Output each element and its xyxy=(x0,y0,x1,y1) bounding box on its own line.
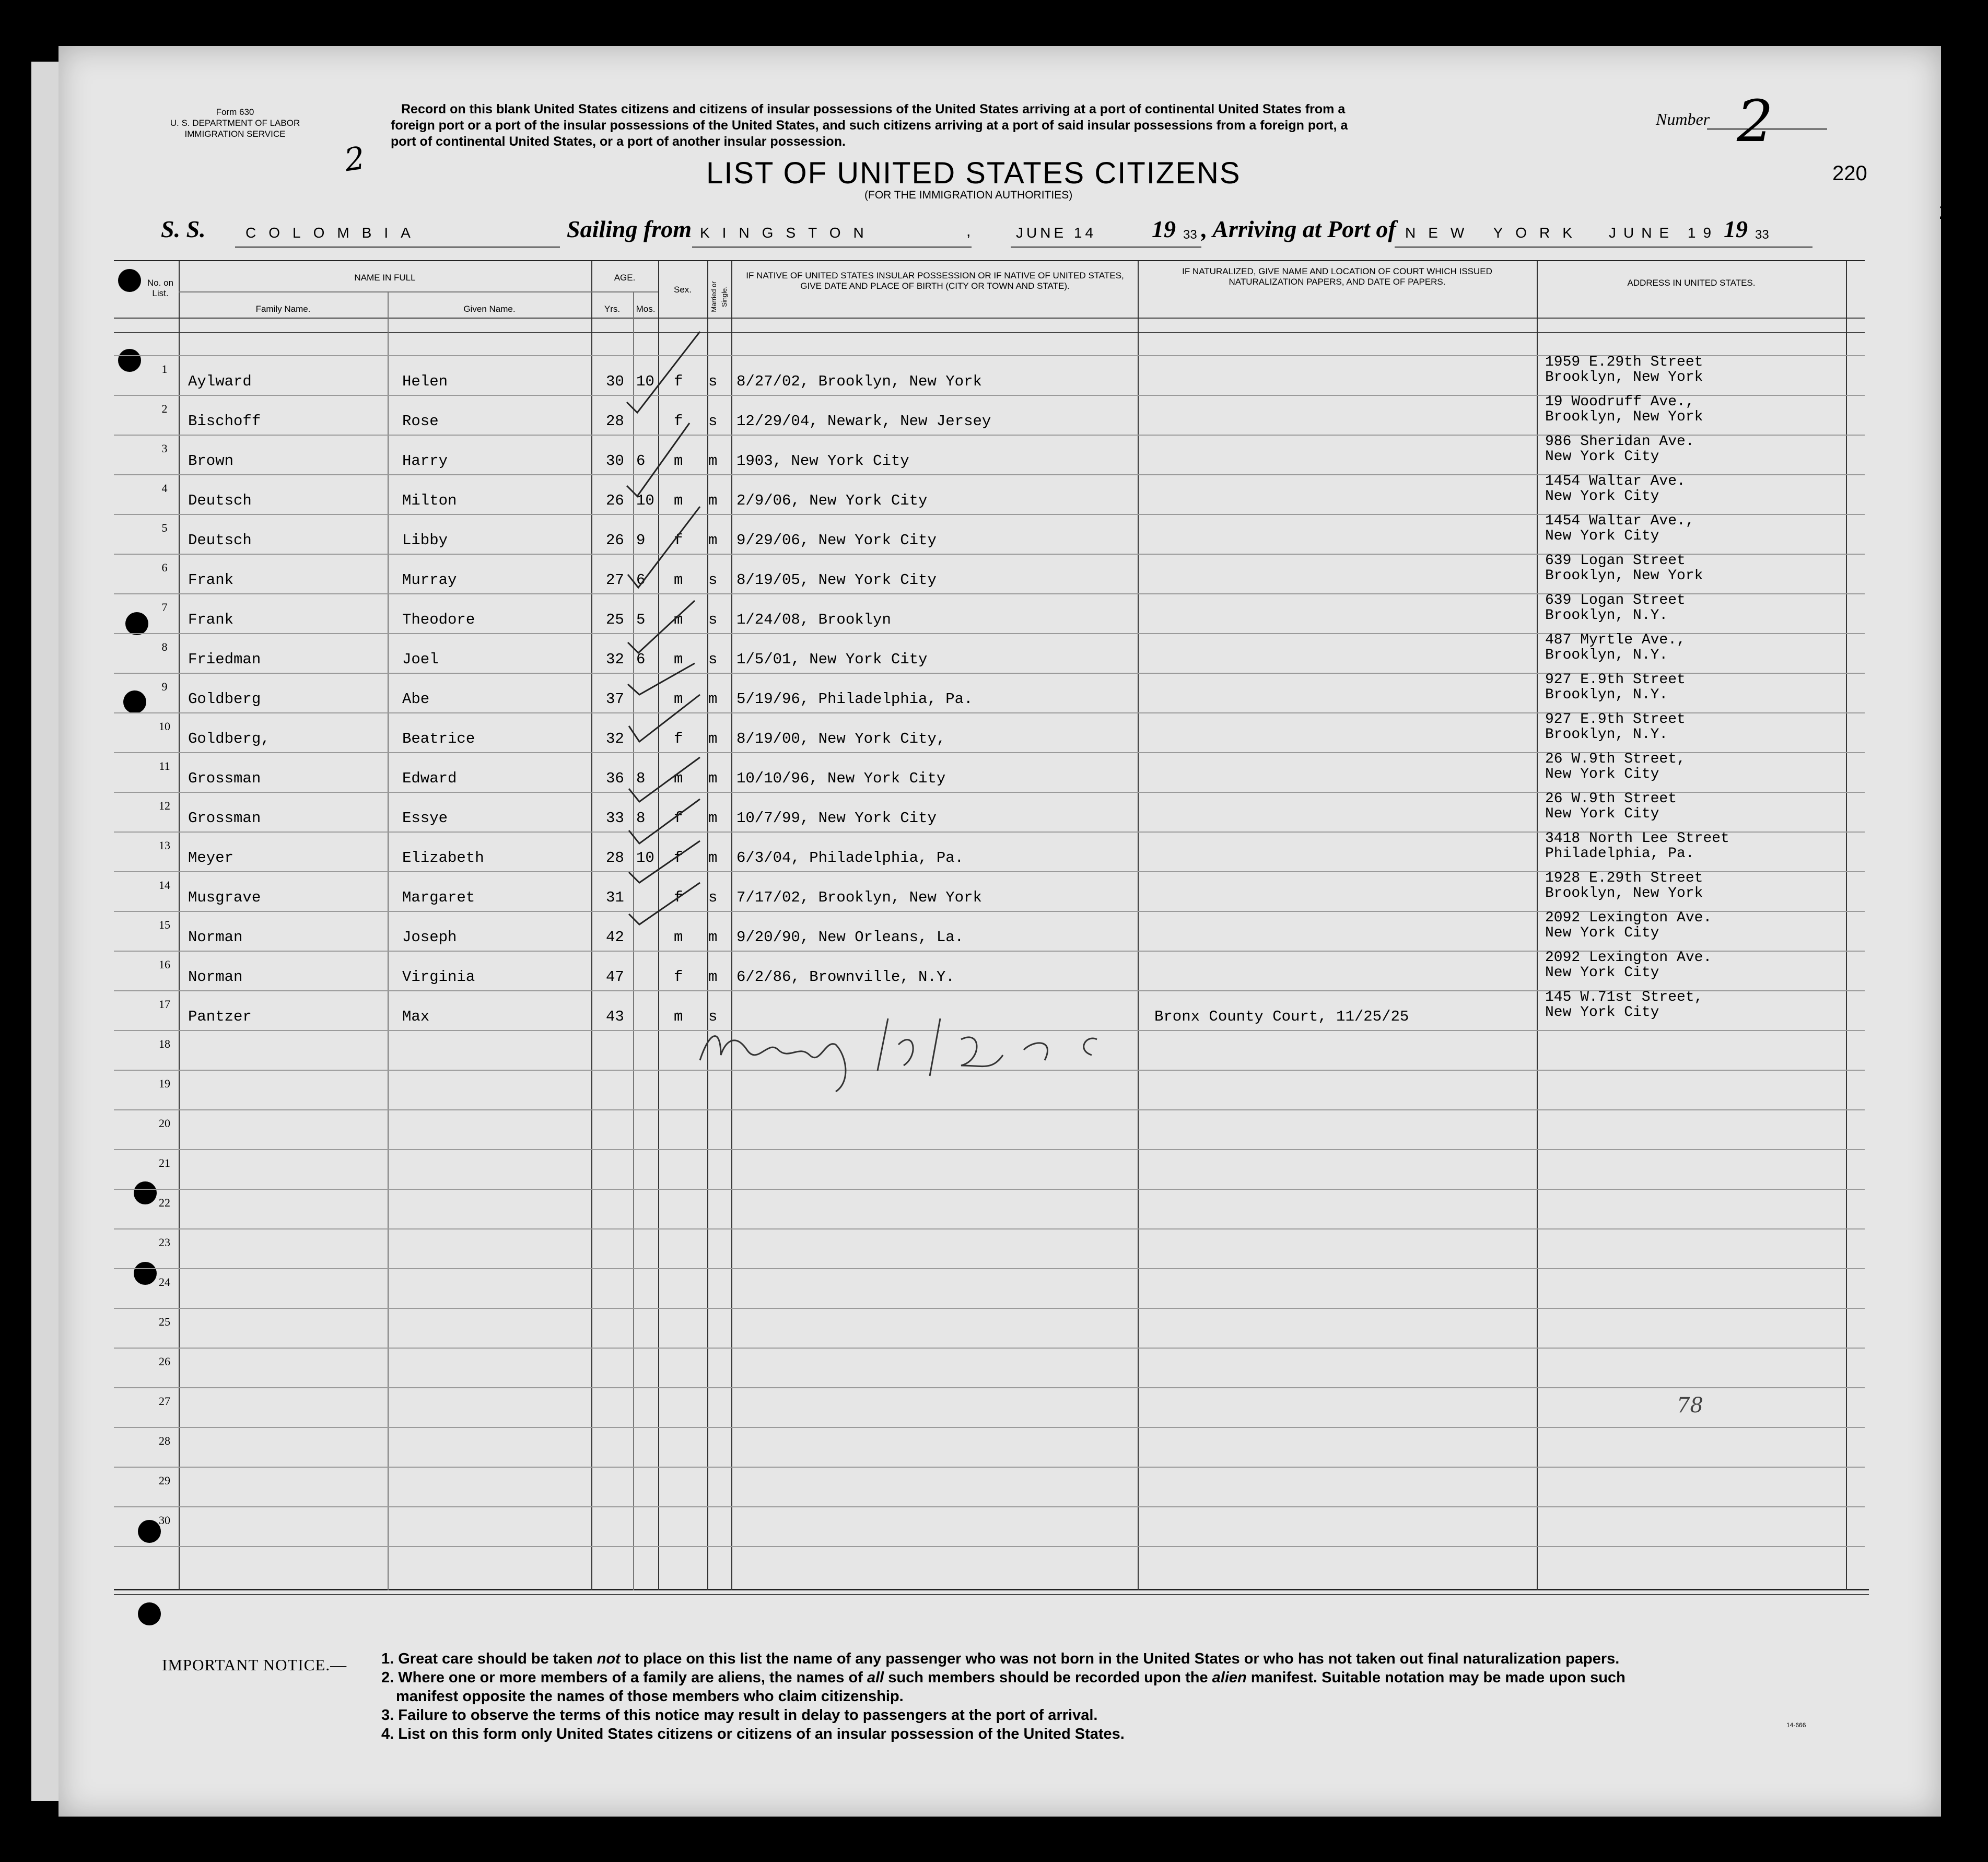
address-line-2: New York City xyxy=(1545,488,1659,505)
row-rule xyxy=(114,1387,1865,1388)
row-number: 27 xyxy=(159,1395,170,1408)
address-line-1: 145 W.71st Street, xyxy=(1545,989,1703,1005)
row-rule xyxy=(114,1308,1865,1309)
sex: m xyxy=(674,452,683,470)
row-number: 11 xyxy=(159,759,170,772)
stray-mark: 78 xyxy=(1677,1393,1703,1418)
row-number: 19 xyxy=(159,1077,170,1090)
age-months: 10 xyxy=(636,492,654,509)
page-stamp: 220 xyxy=(1832,162,1867,185)
naturalization-info: Bronx County Court, 11/25/25 xyxy=(1154,1008,1409,1025)
row-number: 2 xyxy=(161,402,168,415)
age-years: 47 xyxy=(606,968,624,986)
col-header-name: NAME IN FULL xyxy=(354,273,416,283)
address-line-2: New York City xyxy=(1545,528,1659,544)
row-number: 7 xyxy=(161,601,168,614)
col-header-given: Given Name. xyxy=(463,304,516,314)
notice-item-2-cont: manifest opposite the names of those members who claim citizenship. xyxy=(396,1688,904,1705)
family-name: Aylward xyxy=(188,373,252,390)
age-months: 10 xyxy=(636,373,654,390)
address-line-1: 2092 Lexington Ave. xyxy=(1545,910,1712,926)
address-line-2: New York City xyxy=(1545,766,1659,782)
age-months: 10 xyxy=(636,849,654,866)
address-line-1: 639 Logan Street xyxy=(1545,553,1686,569)
address-line-2: Philadelphia, Pa. xyxy=(1545,846,1694,862)
sex: m xyxy=(674,690,683,708)
arrival-date: JUNE 19 xyxy=(1609,225,1719,241)
birth-info: 6/3/04, Philadelphia, Pa. xyxy=(736,849,964,866)
sex: m xyxy=(674,929,683,946)
sail-year-prefix: 19 xyxy=(1152,216,1176,242)
notice-heading: IMPORTANT NOTICE.— xyxy=(162,1656,347,1674)
row-number: 15 xyxy=(159,918,170,931)
family-name: Musgrave xyxy=(188,889,261,906)
header-divider xyxy=(114,332,1865,333)
port-from-underline xyxy=(692,247,972,248)
sex: m xyxy=(674,651,683,668)
manifest-number: 2 xyxy=(1737,88,1773,155)
row-number: 13 xyxy=(159,839,170,852)
family-name: Brown xyxy=(188,452,234,470)
family-name: Deutsch xyxy=(188,532,252,549)
marital-status: s xyxy=(708,651,718,668)
age-months: 9 xyxy=(636,532,646,549)
address-line-2: Brooklyn, New York xyxy=(1545,568,1703,584)
marital-status: m xyxy=(708,770,718,787)
sex: m xyxy=(674,611,683,628)
address-line-1: 927 E.9th Street xyxy=(1545,711,1686,728)
age-years: 42 xyxy=(606,929,624,946)
col-header-no: No. on List. xyxy=(147,278,174,298)
instructions xyxy=(391,101,1592,150)
birth-info: 1/5/01, New York City xyxy=(736,651,928,668)
number-label: Number xyxy=(1656,110,1710,128)
notice-item-1: 1. Great care should be taken not to place on this list the name of any passenger who was not born in the United States or who has not taken out final naturalization papers. xyxy=(381,1650,1620,1667)
col-header-yrs: Yrs. xyxy=(604,304,621,314)
col-header-sex: Sex. xyxy=(673,285,692,295)
row-number: 3 xyxy=(161,442,168,455)
age-years: 30 xyxy=(606,373,624,390)
marital-status: m xyxy=(708,929,718,946)
birth-info: 10/7/99, New York City xyxy=(736,810,937,827)
row-rule xyxy=(114,1228,1865,1229)
table-bottom-border xyxy=(114,1589,1869,1590)
col-rule xyxy=(388,292,389,1590)
address-line-1: 487 Myrtle Ave., xyxy=(1545,632,1686,648)
instructions-line: Record on this blank United States citizens and citizens of insular possessions of the United States arriving at a port of continental United States from a xyxy=(401,102,1346,116)
row-number: 8 xyxy=(161,640,168,653)
address-line-2: Brooklyn, New York xyxy=(1545,369,1703,385)
ship-name: COLOMBIA xyxy=(245,225,423,241)
age-subheader-rule xyxy=(591,291,658,292)
row-rule xyxy=(114,1149,1865,1150)
age-months: 8 xyxy=(636,810,646,827)
address-line-1: 26 W.9th Street xyxy=(1545,791,1677,807)
birth-info: 9/20/90, New Orleans, La. xyxy=(736,929,964,946)
sex: f xyxy=(674,730,683,747)
marital-status: m xyxy=(708,968,718,986)
sail-date: JUNE 14 xyxy=(1016,225,1097,241)
given-name: Rose xyxy=(402,413,439,430)
name-subheader-rule xyxy=(179,291,591,292)
family-name: Frank xyxy=(188,611,234,628)
address-line-1: 986 Sheridan Ave. xyxy=(1545,434,1694,450)
age-years: 32 xyxy=(606,730,624,747)
binder-hole xyxy=(118,349,141,372)
birth-info: 6/2/86, Brownville, N.Y. xyxy=(736,968,955,986)
address-line-1: 19 Woodruff Ave., xyxy=(1545,394,1694,410)
col-rule xyxy=(1846,261,1847,1590)
given-name: Joseph xyxy=(402,929,457,946)
col-rule xyxy=(731,261,732,1590)
page-shadow-edge xyxy=(31,62,63,1801)
sex: m xyxy=(674,770,683,787)
marital-status: m xyxy=(708,452,718,470)
service: IMMIGRATION SERVICE xyxy=(184,129,286,139)
binder-hole xyxy=(123,690,146,713)
address-line-2: Brooklyn, N.Y. xyxy=(1545,687,1668,703)
given-name: Margaret xyxy=(402,889,475,906)
family-name: Grossman xyxy=(188,770,261,787)
family-name: Friedman xyxy=(188,651,261,668)
notice-item-3: 3. Failure to observe the terms of this notice may result in delay to passengers at the port of arrival. xyxy=(381,1707,1098,1724)
col-header-age: AGE. xyxy=(614,273,636,283)
age-years: 31 xyxy=(606,889,624,906)
family-name: Deutsch xyxy=(188,492,252,509)
sail-date-underline xyxy=(1011,247,1201,248)
row-number: 22 xyxy=(159,1196,170,1209)
age-years: 27 xyxy=(606,571,624,589)
sex: f xyxy=(674,373,683,390)
row-number: 24 xyxy=(159,1275,170,1289)
given-name: Harry xyxy=(402,452,448,470)
age-years: 37 xyxy=(606,690,624,708)
row-number: 14 xyxy=(159,879,170,892)
page-title: LIST OF UNITED STATES CITIZENS xyxy=(706,156,1241,190)
row-number: 12 xyxy=(159,799,170,812)
birth-info: 12/29/04, Newark, New Jersey xyxy=(736,413,991,430)
col-rule xyxy=(1537,261,1538,1590)
birth-info: 1/24/08, Brooklyn xyxy=(736,611,891,628)
binder-hole xyxy=(125,612,148,635)
arriving-label: , Arriving at Port of xyxy=(1201,216,1396,242)
row-rule xyxy=(114,1546,1865,1547)
marital-status: s xyxy=(708,571,718,589)
row-number: 1 xyxy=(161,362,168,376)
ss-label: S. S. xyxy=(161,216,206,242)
address-line-2: New York City xyxy=(1545,965,1659,981)
row-number: 26 xyxy=(159,1355,170,1368)
form-number: Form 630 xyxy=(216,107,254,117)
row-number: 6 xyxy=(161,561,168,574)
department: U. S. DEPARTMENT OF LABOR xyxy=(170,118,300,128)
page-stamp-edge: 22 xyxy=(1939,201,1962,224)
row-rule xyxy=(114,1189,1865,1190)
family-name: Norman xyxy=(188,968,243,986)
table-top-border xyxy=(114,260,1865,261)
family-name: Pantzer xyxy=(188,1008,252,1025)
address-line-2: New York City xyxy=(1545,925,1659,941)
family-name: Goldberg xyxy=(188,690,261,708)
row-number: 10 xyxy=(159,720,170,733)
given-name: Joel xyxy=(402,651,439,668)
address-line-1: 1928 E.29th Street xyxy=(1545,870,1703,886)
row-number: 5 xyxy=(161,521,168,534)
marital-status: m xyxy=(708,690,718,708)
sex: f xyxy=(674,413,683,430)
sex: m xyxy=(674,1008,683,1025)
row-number: 20 xyxy=(159,1117,170,1130)
row-number: 30 xyxy=(159,1514,170,1527)
sex: m xyxy=(674,571,683,589)
address-line-2: Brooklyn, N.Y. xyxy=(1545,727,1668,743)
marital-status: s xyxy=(708,413,718,430)
address-line-2: Brooklyn, N.Y. xyxy=(1545,607,1668,624)
marital-status: m xyxy=(708,849,718,866)
birth-info: 1903, New York City xyxy=(736,452,909,470)
sex: f xyxy=(674,968,683,986)
age-years: 28 xyxy=(606,849,624,866)
sex: f xyxy=(674,810,683,827)
row-rule xyxy=(114,1467,1865,1468)
address-line-2: New York City xyxy=(1545,449,1659,465)
family-name: Bischoff xyxy=(188,413,261,430)
marital-status: s xyxy=(708,611,718,628)
address-line-2: New York City xyxy=(1545,1004,1659,1021)
age-years: 32 xyxy=(606,651,624,668)
given-name: Essye xyxy=(402,810,448,827)
row-number: 29 xyxy=(159,1474,170,1487)
row-number: 16 xyxy=(159,958,170,971)
row-number: 9 xyxy=(161,680,168,693)
address-line-2: Brooklyn, N.Y. xyxy=(1545,647,1668,663)
address-line-1: 639 Logan Street xyxy=(1545,592,1686,608)
col-header-mos: Mos. xyxy=(636,304,656,314)
address-line-2: Brooklyn, New York xyxy=(1545,885,1703,901)
birth-info: 7/17/02, Brooklyn, New York xyxy=(736,889,982,906)
sex: f xyxy=(674,849,683,866)
marital-status: m xyxy=(708,810,718,827)
birth-info: 5/19/96, Philadelphia, Pa. xyxy=(736,690,973,708)
given-name: Milton xyxy=(402,492,457,509)
check-marks xyxy=(622,329,726,987)
arrival-underline xyxy=(1395,247,1812,248)
binder-hole xyxy=(138,1602,161,1625)
marital-status: s xyxy=(708,373,718,390)
row-number: 28 xyxy=(159,1434,170,1447)
address-line-1: 1454 Waltar Ave. xyxy=(1545,473,1686,489)
age-months: 6 xyxy=(636,452,646,470)
family-name: Meyer xyxy=(188,849,234,866)
instructions-line: foreign port or a port of the insular possessions of the United States, and such citizens arriving at a port of said insular possessions from a foreign port, a xyxy=(391,118,1348,133)
address-line-1: 1959 E.29th Street xyxy=(1545,354,1703,370)
address-line-1: 2092 Lexington Ave. xyxy=(1545,950,1712,966)
sailing-label: Sailing from xyxy=(567,216,692,242)
footer-code: 14-666 xyxy=(1786,1722,1806,1729)
row-number: 18 xyxy=(159,1037,170,1050)
header-divider xyxy=(114,318,1865,319)
address-line-2: Brooklyn, New York xyxy=(1545,409,1703,425)
arrive-year: 33 xyxy=(1755,228,1769,242)
given-name: Abe xyxy=(402,690,430,708)
given-name: Helen xyxy=(402,373,448,390)
family-name: Norman xyxy=(188,929,243,946)
sex: f xyxy=(674,889,683,906)
given-name: Libby xyxy=(402,532,448,549)
arrive-year-prefix: 19 xyxy=(1724,216,1748,242)
given-name: Edward xyxy=(402,770,457,787)
row-rule xyxy=(114,1348,1865,1349)
birth-info: 8/27/02, Brooklyn, New York xyxy=(736,373,982,390)
address-line-2: New York City xyxy=(1545,806,1659,822)
row-rule xyxy=(114,1268,1865,1269)
birth-info: 2/9/06, New York City xyxy=(736,492,928,509)
instructions-line: port of continental United States, or a port of another insular possession. xyxy=(391,134,846,149)
ship-underline xyxy=(235,247,560,248)
given-name: Max xyxy=(402,1008,430,1025)
notice-item-4: 4. List on this form only United States citizens or citizens of an insular possession of the United States. xyxy=(381,1726,1125,1742)
age-years: 25 xyxy=(606,611,624,628)
binder-hole xyxy=(118,269,141,292)
table-bottom-border xyxy=(114,1594,1869,1595)
marital-status: m xyxy=(708,492,718,509)
age-years: 33 xyxy=(606,810,624,827)
age-years: 28 xyxy=(606,413,624,430)
birth-info: 8/19/05, New York City xyxy=(736,571,937,589)
row-rule xyxy=(114,1506,1865,1507)
age-months: 5 xyxy=(636,611,646,628)
row-rule xyxy=(114,1109,1865,1110)
given-name: Beatrice xyxy=(402,730,475,747)
age-years: 30 xyxy=(606,452,624,470)
sex: m xyxy=(674,492,683,509)
address-line-1: 927 E.9th Street xyxy=(1545,672,1686,688)
signature-date xyxy=(982,1005,1095,1039)
sail-year: 33 xyxy=(1183,228,1197,242)
address-line-1: 1454 Waltar Ave., xyxy=(1545,513,1694,529)
family-name: Goldberg, xyxy=(188,730,270,747)
col-header-family: Family Name. xyxy=(255,304,311,314)
given-name: Virginia xyxy=(402,968,475,986)
row-number: 23 xyxy=(159,1236,170,1249)
col-rule xyxy=(591,261,592,1590)
given-name: Murray xyxy=(402,571,457,589)
row-number: 25 xyxy=(159,1315,170,1328)
address-line-1: 3418 North Lee Street xyxy=(1545,830,1729,847)
col-header-married: Married or Single. xyxy=(710,281,728,312)
birth-info: 8/19/00, New York City, xyxy=(736,730,946,747)
col-header-birth: IF NATIVE OF UNITED STATES INSULAR POSSESSION OR IF NATIVE OF UNITED STATES, GIVE DATE AND PLACE OF BIRTH (CITY OR TOWN AND STATE). xyxy=(746,271,1124,291)
birth-info: 10/10/96, New York City xyxy=(736,770,946,787)
departure-port: KINGSTON xyxy=(700,225,876,241)
page-subtitle: (FOR THE IMMIGRATION AUTHORITIES) xyxy=(864,189,1073,201)
row-number: 17 xyxy=(159,998,170,1011)
family-name: Grossman xyxy=(188,810,261,827)
row-rule xyxy=(114,1427,1865,1428)
age-years: 43 xyxy=(606,1008,624,1025)
form-info xyxy=(141,107,329,139)
age-months: 8 xyxy=(636,770,646,787)
col-header-naturalized: IF NATURALIZED, GIVE NAME AND LOCATION OF COURT WHICH ISSUED NATURALIZATION PAPERS, AND DATE OF PAPERS. xyxy=(1182,266,1492,287)
age-months: 6 xyxy=(636,571,646,589)
given-name: Elizabeth xyxy=(402,849,484,866)
birth-info: 9/29/06, New York City xyxy=(736,532,937,549)
age-years: 36 xyxy=(606,770,624,787)
age-months: 6 xyxy=(636,651,646,668)
age-years: 26 xyxy=(606,532,624,549)
marital-status: m xyxy=(708,730,718,747)
marital-status: s xyxy=(708,1008,718,1025)
row-number: 4 xyxy=(161,482,168,495)
given-name: Theodore xyxy=(402,611,475,628)
arrival-port: NEW YORK xyxy=(1405,225,1585,241)
family-name: Frank xyxy=(188,571,234,589)
handwritten-margin-number: 2 xyxy=(342,139,367,179)
col-rule xyxy=(1138,261,1139,1590)
address-line-1: 26 W.9th Street, xyxy=(1545,751,1686,767)
row-number: 21 xyxy=(159,1156,170,1169)
notice-items xyxy=(381,1649,1896,1743)
marital-status: s xyxy=(708,889,718,906)
notice-item-2: 2. Where one or more members of a family are aliens, the names of all such members should be recorded upon the alien manifest. Suitable notation may be made upon such xyxy=(381,1669,1626,1686)
col-header-address: ADDRESS IN UNITED STATES. xyxy=(1627,278,1756,288)
age-years: 26 xyxy=(606,492,624,509)
sex: f xyxy=(674,532,683,549)
marital-status: m xyxy=(708,532,718,549)
col-rule xyxy=(179,261,180,1590)
